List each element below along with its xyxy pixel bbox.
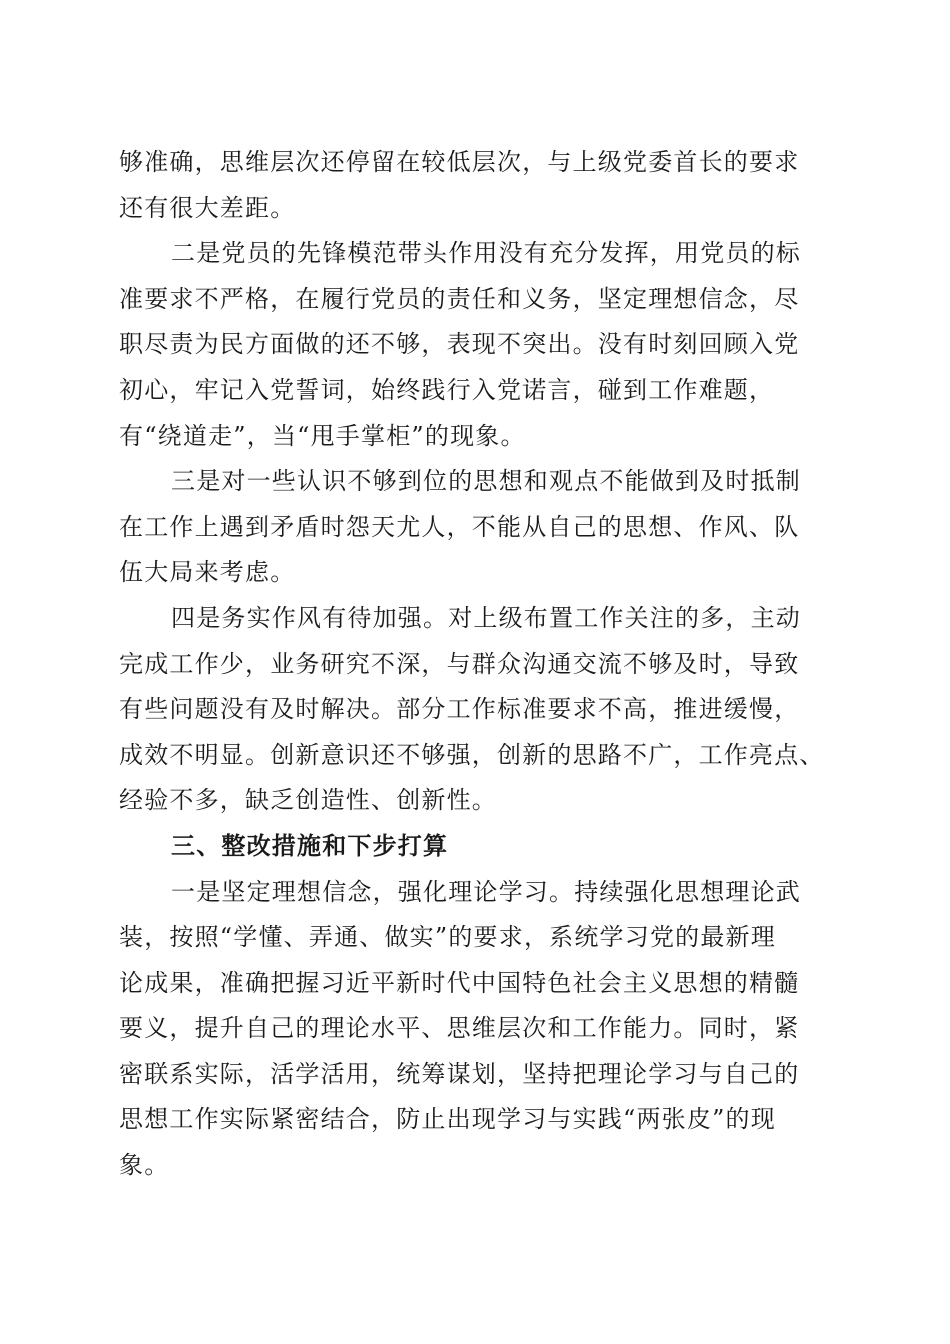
text-line: 一是坚定理想信念，强化理论学习。持续强化思想理论武 <box>171 877 801 906</box>
text-line: 伍大局来考虑。 <box>119 558 296 587</box>
document-body <box>119 140 835 1189</box>
paragraph-resist-wrong-views <box>119 459 835 596</box>
text-line: 成效不明显。创新意识还不够强，创新的思路不广，工作亮点、 <box>119 740 825 769</box>
text-line: 在工作上遇到矛盾时怨天尤人，不能从自己的思想、作风、队 <box>119 512 800 541</box>
text-line: 思想工作实际紧密结合，防止出现学习与实践“两张皮”的现 <box>119 1105 776 1134</box>
text-line: 四是务实作风有待加强。对上级布置工作关注的多，主动 <box>171 603 801 632</box>
text-line: 有“绕道走”，当“甩手掌柜”的现象。 <box>119 421 526 450</box>
paragraph-party-member-role <box>119 231 835 459</box>
text-line: 职尽责为民方面做的还不够，表现不突出。没有时刻回顾入党 <box>119 330 800 359</box>
text-line: 有些问题没有及时解决。部分工作标准要求不高，推进缓慢， <box>119 695 800 724</box>
text-line: 要义，提升自己的理论水平、思维层次和工作能力。同时，紧 <box>119 1014 800 1043</box>
text-line: 三是对一些认识不够到位的思想和观点不能做到及时抵制 <box>171 467 801 496</box>
text-line: 完成工作少，业务研究不深，与群众沟通交流不够及时，导致 <box>119 649 800 678</box>
text-line: 论成果，准确把握习近平新时代中国特色社会主义思想的精髓 <box>119 968 800 997</box>
text-line: 象。 <box>119 1151 170 1180</box>
text-line: 密联系实际，活学活用，统筹谋划，坚持把理论学习与自己的 <box>119 1059 800 1088</box>
text-line: 经验不多，缺乏创造性、创新性。 <box>119 786 497 815</box>
text-line: 准要求不严格，在履行党员的责任和义务，坚定理想信念，尽 <box>119 284 800 313</box>
text-line: 初心，牢记入党誓词，始终践行入党诺言，碰到工作难题， <box>119 375 775 404</box>
paragraph-practical-style <box>119 596 835 824</box>
text-line: 够准确，思维层次还停留在较低层次，与上级党委首长的要求 <box>119 148 800 176</box>
section-heading: 三、整改措施和下步打算 <box>171 831 449 860</box>
paragraph-continuation <box>119 140 835 231</box>
paragraph-strengthen-theory <box>119 870 835 1189</box>
text-line: 装，按照“学懂、弄通、做实”的要求，系统学习党的最新理 <box>119 923 776 952</box>
text-line: 还有很大差距。 <box>119 193 296 222</box>
text-line: 二是党员的先锋模范带头作用没有充分发挥，用党员的标 <box>171 239 801 268</box>
